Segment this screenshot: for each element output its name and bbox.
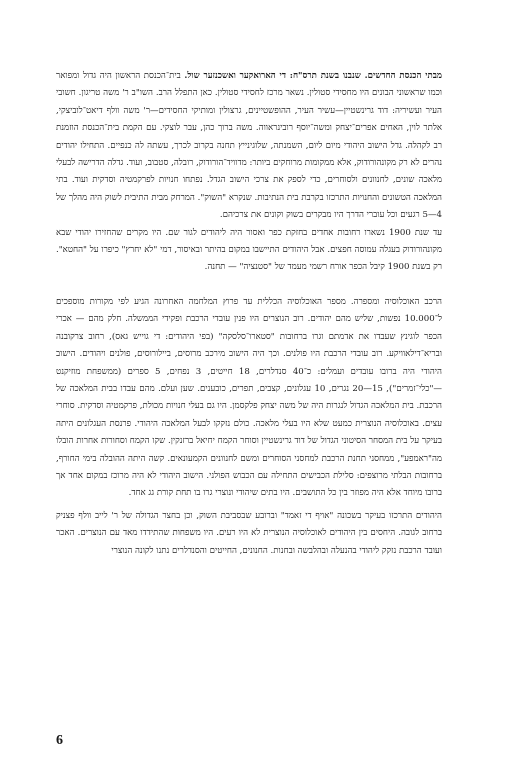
page-number: 6	[56, 733, 63, 748]
paragraph-neighborhoods	[56, 508, 442, 560]
paragraph-population	[56, 294, 442, 503]
text-column	[56, 68, 442, 560]
paragraph-station-status	[56, 225, 442, 277]
paragraph-synagogues	[56, 68, 442, 225]
paragraph-body: הרכב האוכלוסיה ומספרה. מספר האוכלוסיה הכללית עד פרוץ המלחמה האחרונה הגיע לפי מקורות מוספכים ל־10.000 נפשות, שליש מהם יהודים. רוב הנוצרים היו פנין עובדי הרכבת ופקידי הממשלה. חלק מהם — אכרי הכפר לוגינץ שעבדו את אדמתם וגרו ברחובות "סטארו־סלסקה" (בפי היהודים: די גוייש גאס), רחוב צרקובנה ובריא־דילאוויקע. רוב עובדי הרכבת היו פולנים. וכך היה הישוב מירכב מרוסים, ביילורוסים, פולנים ויהודים. הישוב היהודי היה ברובו עובדים ועמלים: כ־40 סנדלרים, 18 חייטים, 3 נפחים, 5 ספרים (ממשפחת מוזיקנט—"כלי־זמרים"), 15—20 נגרים, 10 עגלונים, קצבים, תפרים, כובענים. שען ועלם. מהם עבדו בבית המלאכה של הרכבת. בית המלאכה הגדול לנגרות היה של משה יצחק פלקסמן. היו גם בעלי חנויות מכולת, פרקמטיה וסדקית. סוחרי עצים. באוכלוסיה הנוצרית כמעט שלא היו בעלי מלאכה. כולם נזקקו לבעל המלאכה היהודי. פרנסת העגלונים היתה בעיקר על בית המסחר הסיטוני הגדול של דוד גרינשטיין וסוחר הקמח יחיאל ברזנקין. שקו הקמח וסחורות אחרות הובלו מה"ראמפע", ממחסני תחנת הרכבת למחסני הסוחרים ומשם לחנוונים הקמעונאים. קשה היתה ההובלה בימי החורף, ברחובות הבלתי מרוצפים: סלילת הכבישים התחילה עם הכבוש הפולני. הישוב היהודי לא היה מרוכז במקום אחד אך ברובו מיוחד אלא היה מפוזר בין כל התושבים. היו בתים שיהודי ונוצרי גרו בו תחת קורת גג אחד.	[56, 296, 442, 499]
paragraph-body: היהודים התרכזו בעיקר בשכונה "אויף די זאמד" וברובע שבסביבת השוק, וכן בחצר הגדולה של ר' לייב וולף פצניק ברחוב לגובה. היחסים בין היהודים לאוכלוסיה הנוצרית לא היו רעים. היו משפחות שהתידדו מאד עם הנוצרים. האכר ועובד הרכבת נזקק ליהודי בהנעלה ובהלבשה ובחנות. החנונים, החייטים והסנדלרים נתנו לקונה הנוצרי	[56, 510, 442, 556]
paragraph-lead: מבתי הכנסת החדשים. שנבנו בשנת תרס"ח: די הארואקער ואשכנזער שול.	[184, 71, 442, 81]
paragraph-body: עד שנת 1900 נשארו רחובות אחדים בחזקת כפר ואסור היה ליהודים לגור שם. היו מקרים שהחזירו יהודי שבא מקונהורודוק בעגלה עמוסה חפצים. אבל היהודים התיישבו במקום בהיתר ובאיסור, דמי "לא יחרץ" כיפרו על "החטא". רק בשנת 1900 קיבל הכפר אורח רשמי מעמד של "סטנציה" — תחנה.	[56, 227, 442, 273]
paragraph-body: בית־הכנסת הראשון היה גדול ומפואר וכמו שראשוני הבונים היו מחסידי סטולין. נשאר מרכז לחסידי סטולין. כאן התפלל הרב. השו"ב ר' משה טריגון. חשובי העיר ועשיריה: דוד גרינשטיין—עשיר העיר, ההופשטיינים, גרצולין ומותיקי החסידים—ר' משה וולף דיאט־לוביצקי, אלתר לוין, האחים אפרים־יצחק ומשה־יוסף רובינראווה. משה ברוך כהן, עבר לוצקי. עם הקמת בית־הכנסת הוזמנת רב לקהלה. גדל הישוב היהודי מיום ליום, השמנתה, שלוגינייץ תחנה בקרוב לכרך, עשתה לה כנפיים. התחילו יהודים נהרים לא רק מקונהורודוק, אלא ממקומות מרוחקים ביותר: מדוויד־הורודוק, רובלה, סטבוב, ועוד. גדלה הדרישה לבעלי מלאכה שונים, לחנוונים ולסוחרים, כדי לספק את צרכי הישוב הגדל. נפתחו חנויות לפרקמטיה וסדקית ועוד. בתי המלאכה הטשונים והחנויות התרכזו בקרבת בית הנתיבות. שנקרא "השוק". המרחק מבית התיבית לשוק היה מהלך של 4—5 רגעים וכל עוברי הדרך היו מבקרים בשוק וקונים את צרכיהם.	[56, 71, 442, 221]
